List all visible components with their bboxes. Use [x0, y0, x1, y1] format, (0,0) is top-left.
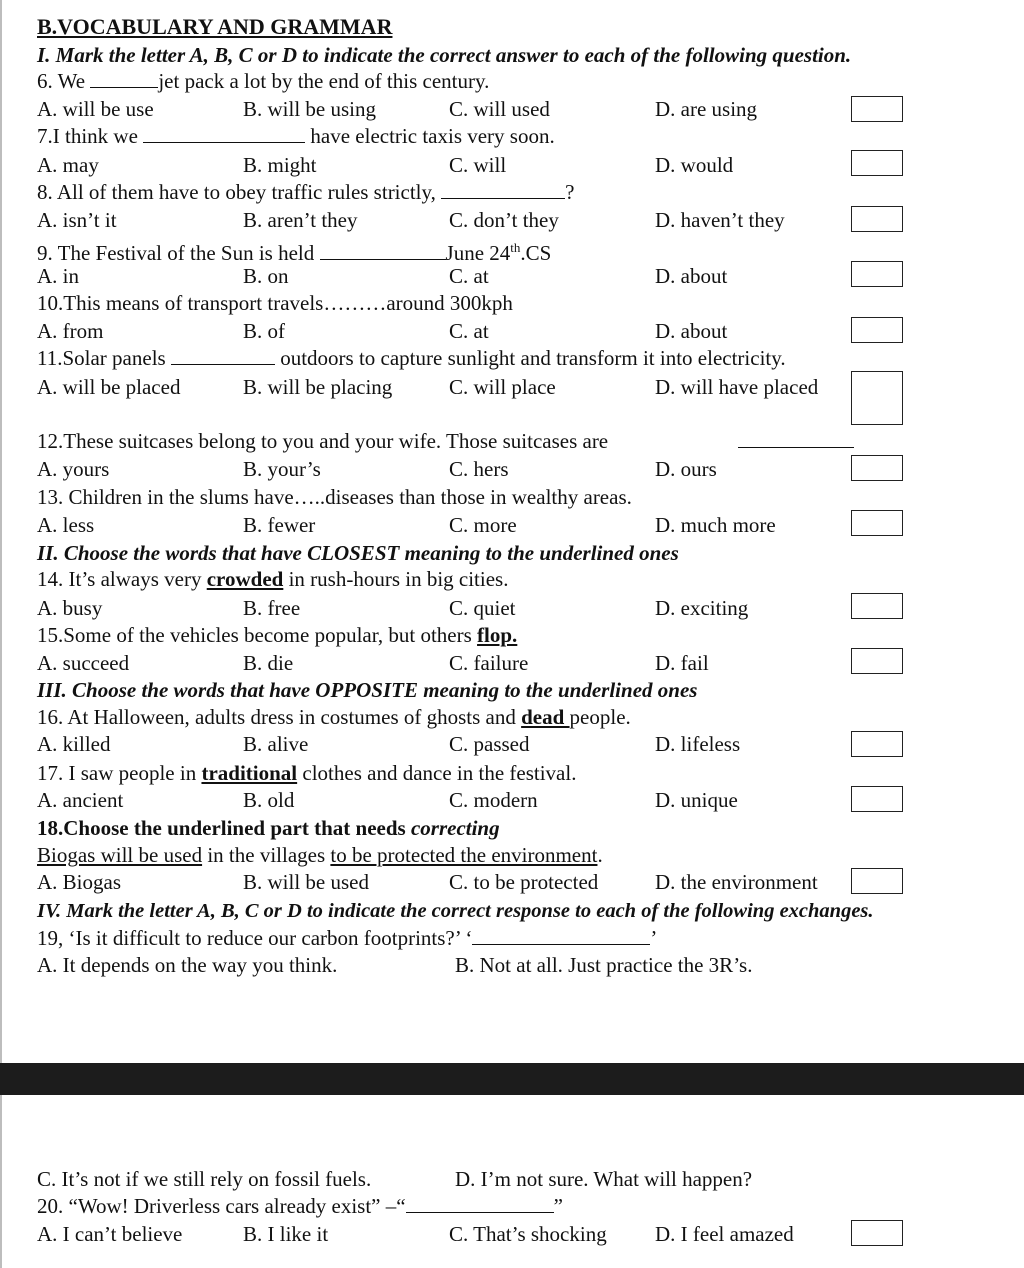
q15-option-b[interactable]: B. die	[243, 651, 294, 675]
q9-option-c[interactable]: C. at	[449, 264, 489, 288]
q14-option-c[interactable]: C. quiet	[449, 596, 516, 620]
answer-blank	[320, 241, 446, 260]
question-18-sentence: Biogas will be used in the villages to be protected the environment.	[37, 843, 603, 867]
q13-answer-box[interactable]	[851, 510, 903, 536]
q18-option-b[interactable]: B. will be used	[243, 870, 369, 894]
q12-option-d[interactable]: D. ours	[655, 457, 717, 481]
answer-blank	[143, 124, 305, 143]
q7-option-a[interactable]: A. may	[37, 153, 99, 177]
question-8: 8. All of them have to obey traffic rules strictly, ?	[37, 180, 575, 204]
question-9: 9. The Festival of the Sun is held June 24th.CS	[37, 240, 552, 265]
question-19: 19, ‘Is it difficult to reduce our carbon footprints?’ ‘ ’	[37, 926, 658, 950]
q9-option-d[interactable]: D. about	[655, 264, 728, 288]
answer-blank	[171, 346, 275, 365]
q18-answer-box[interactable]	[851, 868, 903, 894]
underlined-word: flop.	[477, 623, 518, 647]
q20-option-a[interactable]: A. I can’t believe	[37, 1222, 183, 1246]
q9-answer-box[interactable]	[851, 261, 903, 287]
question-10: 10.This means of transport travels………around 300kph	[37, 291, 513, 315]
q18-option-c[interactable]: C. to be protected	[449, 870, 599, 894]
underlined-part: Biogas will be used	[37, 843, 203, 867]
section-2-title: II. Choose the words that have CLOSEST meaning to the underlined ones	[37, 541, 679, 565]
q18-option-d[interactable]: D. the environment	[655, 870, 818, 894]
q14-option-d[interactable]: D. exciting	[655, 596, 749, 620]
q19-option-c[interactable]: C. It’s not if we still rely on fossil fuels.	[37, 1167, 372, 1191]
q12-option-c[interactable]: C. hers	[449, 457, 509, 481]
question-13: 13. Children in the slums have…..diseases than those in wealthy areas.	[37, 485, 632, 509]
q16-option-b[interactable]: B. alive	[243, 732, 309, 756]
q16-option-a[interactable]: A. killed	[37, 732, 111, 756]
q17-answer-box[interactable]	[851, 786, 903, 812]
q7-option-b[interactable]: B. might	[243, 153, 317, 177]
answer-blank	[406, 1194, 554, 1213]
q10-answer-box[interactable]	[851, 317, 903, 343]
q8-option-b[interactable]: B. aren’t they	[243, 208, 358, 232]
q7-option-d[interactable]: D. would	[655, 153, 734, 177]
q8-option-a[interactable]: A. isn’t it	[37, 208, 117, 232]
q11-option-a[interactable]: A. will be placed	[37, 375, 181, 399]
question-14: 14. It’s always very crowded in rush-hours in big cities.	[37, 567, 509, 591]
q17-option-c[interactable]: C. modern	[449, 788, 538, 812]
q15-option-d[interactable]: D. fail	[655, 651, 709, 675]
q11-option-b[interactable]: B. will be placing	[243, 375, 393, 399]
q7-option-c[interactable]: C. will	[449, 153, 507, 177]
question-18: 18.Choose the underlined part that needs correcting	[37, 816, 500, 840]
q13-option-c[interactable]: C. more	[449, 513, 517, 537]
question-12: 12.These suitcases belong to you and your wife. Those suitcases are	[37, 429, 609, 453]
q8-option-d[interactable]: D. haven’t they	[655, 208, 785, 232]
answer-blank	[90, 69, 158, 88]
q15-option-c[interactable]: C. failure	[449, 651, 529, 675]
q9-option-b[interactable]: B. on	[243, 264, 289, 288]
q17-option-a[interactable]: A. ancient	[37, 788, 124, 812]
q15-answer-box[interactable]	[851, 648, 903, 674]
question-16: 16. At Halloween, adults dress in costumes of ghosts and dead people.	[37, 705, 631, 729]
q14-option-a[interactable]: A. busy	[37, 596, 103, 620]
section-4-title: IV. Mark the letter A, B, C or D to indicate the correct response to each of the following exchanges.	[37, 900, 874, 922]
q8-option-c[interactable]: C. don’t they	[449, 208, 559, 232]
underlined-part: to be protected the environment	[330, 843, 598, 867]
q20-option-b[interactable]: B. I like it	[243, 1222, 329, 1246]
answer-blank	[441, 180, 565, 199]
q12-option-b[interactable]: B. your’s	[243, 457, 321, 481]
answer-blank	[472, 926, 650, 945]
q13-option-a[interactable]: A. less	[37, 513, 95, 537]
q20-answer-box[interactable]	[851, 1220, 903, 1246]
q11-answer-box[interactable]	[851, 371, 903, 425]
question-11: 11.Solar panels outdoors to capture sunlight and transform it into electricity.	[37, 346, 786, 370]
q20-option-d[interactable]: D. I feel amazed	[655, 1222, 794, 1246]
q8-answer-box[interactable]	[851, 206, 903, 232]
section-header: B.VOCABULARY AND GRAMMAR	[37, 14, 393, 39]
q13-option-b[interactable]: B. fewer	[243, 513, 316, 537]
q6-answer-box[interactable]	[851, 96, 903, 122]
q19-option-b[interactable]: B. Not at all. Just practice the 3R’s.	[455, 953, 753, 977]
answer-blank	[738, 429, 854, 448]
q20-option-c[interactable]: C. That’s shocking	[449, 1222, 607, 1246]
question-17: 17. I saw people in traditional clothes and dance in the festival.	[37, 761, 577, 785]
underlined-word: dead	[521, 705, 570, 729]
q19-option-a[interactable]: A. It depends on the way you think.	[37, 953, 338, 977]
q14-answer-box[interactable]	[851, 593, 903, 619]
q6-option-c[interactable]: C. will used	[449, 97, 550, 121]
q13-option-d[interactable]: D. much more	[655, 513, 776, 537]
q6-option-a[interactable]: A. will be use	[37, 97, 154, 121]
q11-option-d[interactable]: D. will have placed	[655, 375, 819, 399]
question-6: 6. We jet pack a lot by the end of this century.	[37, 69, 490, 93]
q12-answer-box[interactable]	[851, 455, 903, 481]
q12-option-a[interactable]: A. yours	[37, 457, 110, 481]
q6-option-d[interactable]: D. are using	[655, 97, 758, 121]
q10-option-a[interactable]: A. from	[37, 319, 104, 343]
section-1-title: I. Mark the letter A, B, C or D to indicate the correct answer to each of the following question.	[37, 43, 852, 67]
question-7: 7.I think we have electric taxis very soon.	[37, 124, 555, 148]
q7-answer-box[interactable]	[851, 150, 903, 176]
q15-option-a[interactable]: A. succeed	[37, 651, 130, 675]
page-break-band	[0, 1063, 1024, 1095]
q10-option-d[interactable]: D. about	[655, 319, 728, 343]
q6-option-b[interactable]: B. will be using	[243, 97, 377, 121]
question-15: 15.Some of the vehicles become popular, but others flop.	[37, 623, 518, 647]
q16-option-c[interactable]: C. passed	[449, 732, 530, 756]
section-3-title: III. Choose the words that have OPPOSITE meaning to the underlined ones	[37, 678, 698, 702]
q19-option-d[interactable]: D. I’m not sure. What will happen?	[455, 1167, 753, 1191]
q16-answer-box[interactable]	[851, 731, 903, 757]
underlined-word: traditional	[201, 761, 298, 785]
q9-option-a[interactable]: A. in	[37, 264, 79, 288]
question-20: 20. “Wow! Driverless cars already exist” –“ ”	[37, 1194, 563, 1218]
q16-option-d[interactable]: D. lifeless	[655, 732, 741, 756]
q11-option-c[interactable]: C. will place	[449, 375, 556, 399]
q14-option-b[interactable]: B. free	[243, 596, 301, 620]
q18-option-a[interactable]: A. Biogas	[37, 870, 121, 894]
q17-option-d[interactable]: D. unique	[655, 788, 738, 812]
q17-option-b[interactable]: B. old	[243, 788, 295, 812]
q10-option-c[interactable]: C. at	[449, 319, 489, 343]
underlined-word: crowded	[206, 567, 284, 591]
q10-option-b[interactable]: B. of	[243, 319, 285, 343]
